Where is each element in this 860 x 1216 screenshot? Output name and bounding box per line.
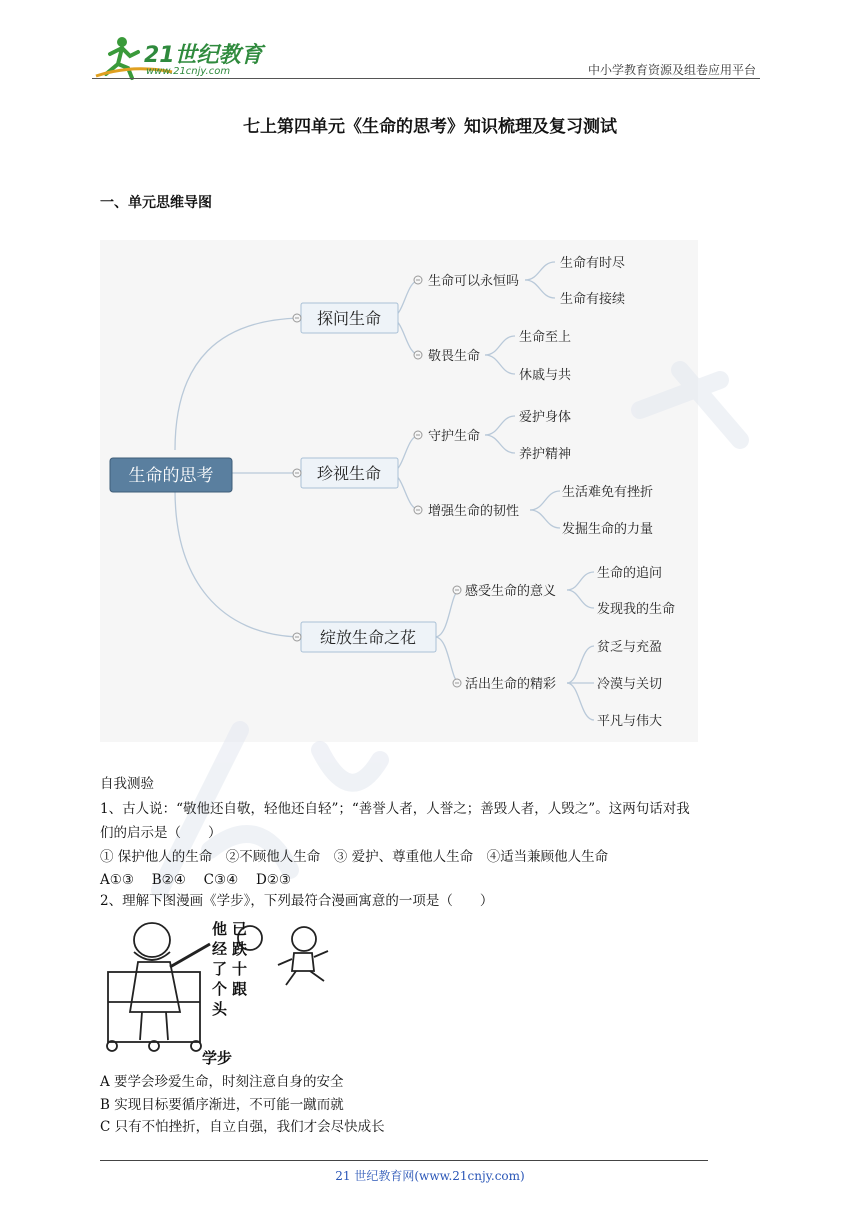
running-child-drawing [268,925,338,990]
subnode-label: 守护生命 [428,429,481,444]
section-heading: 一、单元思维导图 [100,195,212,211]
leaf-label: 养护精神 [519,447,572,462]
question-1-statements: ① 保护他人的生命 ②不顾他人生命 ③ 爱护、尊重他人生命 ④适当兼顾他人生命 [100,849,609,865]
page-title: 七上第四单元《生命的思考》知识梳理及复习测试 [243,117,617,137]
leaf-label: 爱护身体 [519,410,572,425]
leaf-label: 生活难免有挫折 [562,485,654,500]
question-1-stem-line2: 们的启示是（ ） [100,825,222,841]
subnode-label: 活出生命的精彩 [465,677,557,692]
site-logo [92,34,272,82]
branch-label-2: 珍视生命 [316,464,382,483]
leaf-label: 生命有时尽 [560,256,626,271]
question-2-option-a: A 要学会珍爱生命，时刻注意自身的安全 [100,1074,344,1090]
question-2-stem: 2、理解下图漫画《学步》，下列最符合漫画寓意的一项是（ ） [100,893,494,909]
running-child-icon [268,925,338,990]
svg-text:经: 经 [212,940,228,958]
leaf-label: 冷漠与关切 [597,677,663,692]
leaf-label: 生命至上 [519,330,572,345]
subnode-label: 敬畏生命 [428,349,481,364]
logo-text: 21世纪教育 [144,43,263,68]
svg-text:十: 十 [232,960,248,978]
svg-text:跌: 跌 [232,940,248,958]
watermark-graphic [120,330,760,934]
svg-text:头: 头 [212,1000,228,1018]
footer-divider [100,1160,708,1161]
svg-text:已: 已 [232,920,248,938]
leaf-label: 平凡与伟大 [597,714,663,729]
question-2-option-b: B 实现目标要循序渐进，不可能一蹴而就 [100,1097,344,1113]
cartoon-image [100,912,270,1070]
question-1-options: A①③ B②④ C③④ D②③ [100,872,292,888]
leaf-label: 贫乏与充盈 [597,640,663,655]
leaf-label: 生命的追问 [597,566,663,581]
subnode-label: 生命可以永恒吗 [428,274,520,289]
footer-link[interactable]: 21 世纪教育网(www.21cnjy.com) [335,1169,525,1183]
platform-name: 中小学教育资源及组卷应用平台 [587,63,756,77]
branch-label-1: 探问生命 [316,309,382,328]
svg-text:跟: 跟 [232,980,248,998]
question-1-stem-line1: 1、古人说：“敬他还自敬，轻他还自轻”；“善誉人者，人誉之；善毁人者，人毁之”。这两句话对我 [100,801,690,817]
subnode-label: 感受生命的意义 [465,584,557,599]
svg-text:他: 他 [212,920,228,938]
cartoon-title: 学步 [202,1049,233,1067]
logo-url: www.21cnjy.com [146,66,231,77]
svg-text:了: 了 [212,960,228,978]
subnode-label: 增强生命的韧性 [428,504,520,519]
cartoon-speech-text [100,912,101,913]
selftest-heading: 自我测验 [100,776,154,792]
svg-text:个: 个 [212,980,228,998]
leaf-label: 发现我的生命 [597,602,676,617]
header-divider [92,78,760,79]
question-2-option-c: C 只有不怕挫折，自立自强，我们才会尽快成长 [100,1119,385,1135]
branch-label-3: 绽放生命之花 [319,628,417,647]
leaf-label: 生命有接续 [560,292,626,307]
leaf-label: 休戚与共 [519,368,572,383]
cartoon-learning-to-walk-icon [100,912,270,1070]
root-label: 生命的思考 [128,466,214,486]
leaf-label: 发掘生命的力量 [562,522,654,537]
